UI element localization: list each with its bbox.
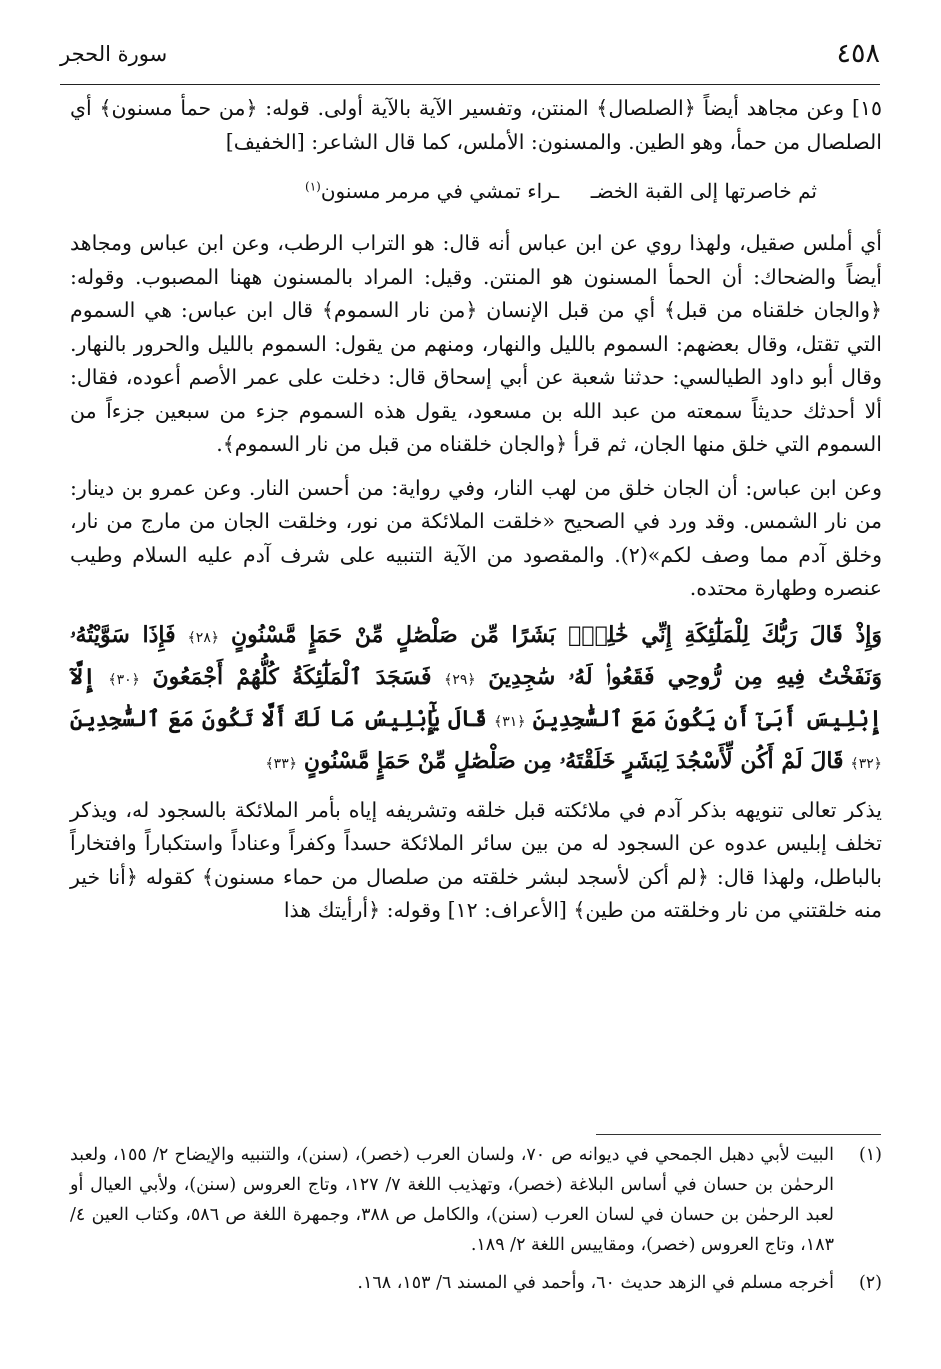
footnote-number: (١) xyxy=(858,1145,882,1165)
header-divider xyxy=(60,84,880,85)
surah-title: سورة الحجر xyxy=(60,42,168,66)
footnote-divider xyxy=(596,1134,881,1135)
verse-29: فَإِذَا سَوَّيْتُهُۥ وَنَفَخْتُ فِيهِ مِن رُّوحِي فَقَعُوا۟ لَهُۥ سَٰجِدِينَ ﴿٢٩﴾ xyxy=(70,621,882,690)
poem-verse xyxy=(70,169,882,219)
paragraph-4: يذكر تعالى تنويهه بذكر آدم في ملائكته قبل خلقه وتشريفه إياه بأمر الملائكة بالسجود له، ويذكر تخلف إبليس عدوه عن السجود له من بين سائر الملائكة حسداً وكفراً وعناداً واستكباراً وافتخاراً بالباطل، ولهذا قال: ﴿لم أكن لأسجد لبشر خلقته من صلصال من حماء مسنون﴾ كقوله ﴿أنا خير منه خلقتني من نار وخلقته من طين﴾ [الأعراف: ١٢] وقوله: ﴿أرأيتك هذا xyxy=(70,797,882,922)
footnotes xyxy=(70,1140,882,1306)
quran-verses xyxy=(70,616,882,784)
verse-31: إِلَّآ إِبْلِيسَ أَبَىٰٓ أَن يَكُونَ مَعَ ٱلسَّٰجِدِينَ ﴿٣١﴾ xyxy=(70,663,883,732)
paragraph-1: ١٥] وعن مجاهد أيضاً ﴿الصلصال﴾ المنتن، وتفسير الآية بالآية أولى. قوله: ﴿من حمأ مسنون﴾ أي الصلصال من حمأ، وهو الطين. والمسنون: الأملس، كما قال الشاعر: [الخفيف] xyxy=(70,96,882,154)
footnote-1 xyxy=(70,1140,882,1260)
footnote-text: البيت لأبي دهبل الجمحي في ديوانه ص ٧٠، ولسان العرب (خصر)، (سنن)، والتنبيه والإيضاح ٢/ ١٥٥، ولعبد الرحمٰن بن حسان في أساس البلاغة (خصر)، وتهذيب اللغة ٧/ ١٢٧، وتاج العروس (سنن)، ولأبي العيال أو لعبد الرحمٰن بن حسان في لسان العرب (سنن)، والكامل ص ٣٨٨، وجمهرة اللغة ص ٥٨٦، وكتاب العين ٤/ ١٨٣، وتاج العروس (خصر)، ومقاييس اللغة ٢/ ١٨٩. xyxy=(70,1145,834,1255)
verse-33: قَالَ لَمْ أَكُن لِّأَسْجُدَ لِبَشَرٍ خَلَقْتَهُۥ مِن صَلْصَٰلٍ مِّنْ حَمَإٍ مَّسْنُونٍ ﴿٣٣﴾ xyxy=(265,747,844,774)
footnote-text: أخرجه مسلم في الزهد حديث ٦٠، وأحمد في المسند ٦/ ١٥٣، ١٦٨. xyxy=(357,1273,834,1293)
footnote-2 xyxy=(70,1268,882,1298)
page-number: ٤٥٨ xyxy=(836,38,880,69)
footnote-marker: (١) xyxy=(305,179,321,194)
paragraph-2: أي أملس صقيل، ولهذا روي عن ابن عباس أنه قال: هو التراب الرطب، وعن ابن عباس ومجاهد أيضاً والضحاك: أن الحمأ المسنون هو المنتن. وقيل: المراد بالمسنون ههنا المصبوب. وقوله: ﴿والجان خلقناه من قبل﴾ أي من قبل الإنسان ﴿من نار السموم﴾ قال ابن عباس: هي السموم التي تقتل، وقال بعضهم: السموم بالليل والنهار، ومنهم من يقول: السموم بالليل والحرور بالنهار. وقال أبو داود الطيالسي: حدثنا شعبة عن أبي إسحاق قال: دخلت على عمر الأصم أعوده، فقال: ألا أحدثك حديثاً سمعته من عبد الله بن مسعود، يقول هذه السموم جزء من سبعين جزءاً من السموم التي خلق منها الجان، ثم قرأ ﴿والجان خلقناه من قبل من نار السموم﴾. xyxy=(70,231,882,456)
footnote-number: (٢) xyxy=(858,1273,882,1293)
paragraph-3: وعن ابن عباس: أن الجان خلق من لهب النار، وفي رواية: من أحسن النار. وعن عمرو بن دينار: من نار الشمس. وقد ورد في الصحيح «خلقت الملائكة من نور، وخلقت الجان من مارج من نار، وخلق آدم مما وصف لكم»(٢). والمقصود من الآية التنبيه على شرف آدم عليه السلام وطيب عنصره وطهارة محتده. xyxy=(70,475,882,600)
poem-hemistich-second: ـراء تمشي في مرمر مسنون$^{(١)}$ xyxy=(305,179,560,203)
verse-number: ﴿٢٩﴾ xyxy=(444,671,476,688)
page-header xyxy=(60,36,880,84)
poem-hemistich-first: ثم خاصرتها إلى القبة الخضـ xyxy=(590,179,817,203)
verse-number: ﴿٣١﴾ xyxy=(494,713,526,730)
verse-32: قَالَ يَٰٓإِبْلِيسُ مَا لَكَ أَلَّا تَكُونَ مَعَ ٱلسَّٰجِدِينَ ﴿٣٢﴾ xyxy=(70,705,882,772)
verse-28: وَإِذْ قَالَ رَبُّكَ لِلْمَلَٰٓئِكَةِ إِنِّي خَٰلِقٌۢ بَشَرًا مِّن صَلْصَٰلٍ مِّنْ حَمَإٍ مَّسْنُونٍ ﴿٢٨﴾ xyxy=(187,621,882,648)
verse-30: فَسَجَدَ ٱلْمَلَٰٓئِكَةُ كُلُّهُمْ أَجْمَعُونَ ﴿٣٠﴾ xyxy=(108,663,432,690)
verse-number: ﴿٣٠﴾ xyxy=(108,671,140,688)
verse-number: ﴿٢٨﴾ xyxy=(187,629,220,646)
verse-number: ﴿٣٢﴾ xyxy=(850,755,882,772)
verse-number: ﴿٣٣﴾ xyxy=(265,755,297,772)
main-text xyxy=(70,92,882,938)
